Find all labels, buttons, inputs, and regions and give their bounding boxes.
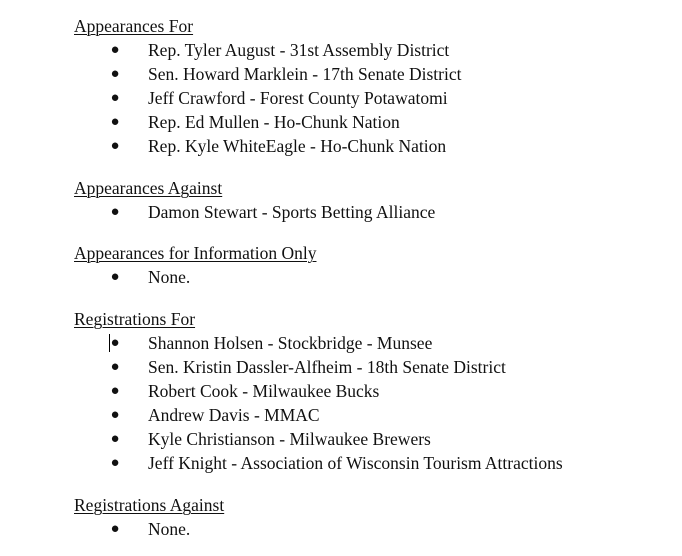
bullet-icon: ● [110,66,120,82]
list-item [74,355,674,379]
list-item [74,451,674,475]
paragraph-gap [74,158,674,176]
bullet-list [74,265,674,289]
list-item [74,331,674,355]
section-registrations-for [74,307,674,475]
bullet-icon: ● [110,521,120,537]
list-item [74,403,674,427]
list-item [74,86,674,110]
bullet-list [74,517,674,541]
bullet-icon: ● [110,383,120,399]
list-item-text: Jeff Crawford - Forest County Potawatomi [148,88,448,108]
section-heading: Registrations For [74,309,196,329]
list-item-text: Kyle Christianson - Milwaukee Brewers [148,429,431,449]
bullet-icon: ● [110,90,120,106]
section-appearances-for [74,14,674,158]
list-item [74,200,674,224]
section-heading: Registrations Against [74,495,225,515]
list-item-text: Sen. Howard Marklein - 17th Senate District [148,64,462,84]
list-item [74,110,674,134]
paragraph-gap [74,289,674,307]
list-item [74,517,674,541]
list-item-text: Jeff Knight - Association of Wisconsin Tourism Attractions [148,453,563,473]
list-item-text: Robert Cook - Milwaukee Bucks [148,381,380,401]
bullet-icon: ● [110,269,120,285]
bullet-icon: ● [110,138,120,154]
bullet-icon: ● [110,42,120,58]
paragraph-gap [74,475,674,493]
bullet-icon: ● [110,407,120,423]
bullet-icon: ● [110,114,120,130]
bullet-icon: ● [110,359,120,375]
bullet-icon: ● [110,204,120,220]
bullet-icon: ● [110,335,120,351]
list-item-text: Rep. Ed Mullen - Ho-Chunk Nation [148,112,400,132]
bullet-list [74,38,674,158]
list-item [74,62,674,86]
list-item [74,38,674,62]
list-item-text: Sen. Kristin Dassler-Alfheim - 18th Senate District [148,357,506,377]
section-registrations-against [74,493,674,541]
list-item [74,379,674,403]
list-item-text: Shannon Holsen - Stockbridge - Munsee [148,333,433,353]
list-item-text: Damon Stewart - Sports Betting Alliance [148,202,436,222]
bullet-list [74,200,674,224]
list-item-text: None. [148,519,191,539]
document-body [74,14,674,541]
paragraph-gap [74,224,674,241]
bullet-icon: ● [110,455,120,471]
list-item [74,134,674,158]
section-appearances-information-only [74,241,674,289]
section-heading: Appearances Against [74,178,223,198]
list-item-text: Rep. Tyler August - 31st Assembly District [148,40,450,60]
list-item-text: Rep. Kyle WhiteEagle - Ho-Chunk Nation [148,136,447,156]
section-heading: Appearances For [74,16,194,36]
bullet-list [74,331,674,475]
list-item-text: None. [148,267,191,287]
section-heading: Appearances for Information Only [74,243,317,263]
list-item [74,427,674,451]
list-item [74,265,674,289]
bullet-icon: ● [110,431,120,447]
section-appearances-against [74,176,674,224]
list-item-text: Andrew Davis - MMAC [148,405,320,425]
